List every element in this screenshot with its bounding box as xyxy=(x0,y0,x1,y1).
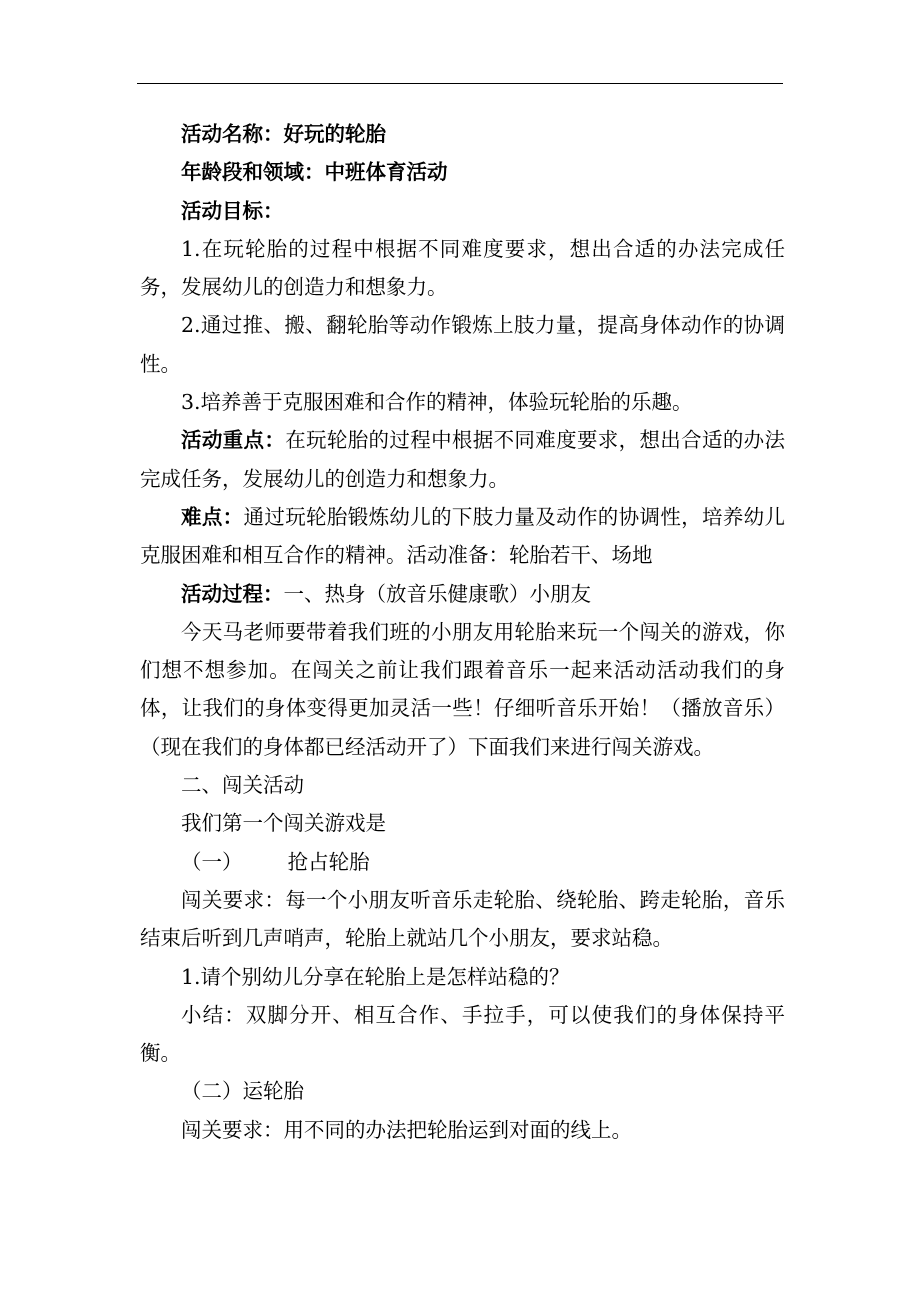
goals-heading xyxy=(140,192,785,230)
age-domain-value: 中班体育活动 xyxy=(324,160,448,185)
section-2-heading: 二、闯关活动 xyxy=(181,773,304,798)
focus-paragraph xyxy=(140,421,785,498)
game-1-heading xyxy=(140,843,785,881)
intro-paragraph: 今天马老师要带着我们班的小朋友用轮胎来玩一个闯关的游戏，你们想不想参加。在闯关之前让我们跟着音乐一起来活动活动我们的身体，让我们的身体变得更加灵活一些！仔细听音乐开始！（播放音乐）（现在我们的身体都已经活动开了）下面我们来进行闯关游戏。 xyxy=(140,619,785,759)
game-2-heading: （二）运轮胎 xyxy=(181,1079,304,1104)
game-1-name: 抢占轮胎 xyxy=(287,849,370,874)
difficulty-label: 难点： xyxy=(181,504,244,529)
header-rule xyxy=(137,83,783,84)
process-label: 活动过程： xyxy=(181,581,284,606)
activity-name-value: 好玩的轮胎 xyxy=(283,122,386,146)
game-1-summary: 小结：双脚分开、相互合作、手拉手，可以使我们的身体保持平衡。 xyxy=(140,1002,785,1066)
goals-label: 活动目标： xyxy=(181,198,284,223)
first-game-line: 我们第一个闯关游戏是 xyxy=(181,811,386,836)
activity-name-label: 活动名称： xyxy=(181,122,284,146)
difficulty-paragraph xyxy=(140,498,785,575)
age-domain-line xyxy=(140,153,785,191)
activity-name-line xyxy=(140,115,785,153)
game-1-requirement: 闯关要求：每一个小朋友听音乐走轮胎、绕轮胎、跨走轮胎，音乐结束后听到几声哨声，轮胎上就站几个小朋友，要求站稳。 xyxy=(140,887,785,951)
process-paragraph xyxy=(140,575,785,613)
age-domain-label: 年龄段和领域： xyxy=(181,160,325,185)
process-text: 一、热身（放音乐健康歌）小朋友 xyxy=(283,581,591,606)
game-2-requirement: 闯关要求：用不同的办法把轮胎运到对面的线上。 xyxy=(181,1117,632,1142)
focus-text: 在玩轮胎的过程中根据不同难度要求，想出合适的办法完成任务，发展幼儿的创造力和想象力。 xyxy=(140,428,786,491)
game-1-question: 1.请个别幼儿分享在轮胎上是怎样站稳的？ xyxy=(181,964,570,989)
goal-1: 1.在玩轮胎的过程中根据不同难度要求，想出合适的办法完成任务，发展幼儿的创造力和想象力。 xyxy=(140,236,785,300)
focus-label: 活动重点： xyxy=(181,428,286,453)
goal-3: 3.培养善于克服困难和合作的精神，体验玩轮胎的乐趣。 xyxy=(181,390,693,415)
game-1-number: （一） xyxy=(181,849,243,874)
goal-2: 2.通过推、搬、翻轮胎等动作锻炼上肢力量，提高身体动作的协调性。 xyxy=(140,313,785,376)
difficulty-text: 通过玩轮胎锻炼幼儿的下肢力量及动作的协调性，培养幼儿克服困难和相互合作的精神。活动准备：轮胎若干、场地 xyxy=(140,504,786,568)
document-body xyxy=(140,115,785,1149)
